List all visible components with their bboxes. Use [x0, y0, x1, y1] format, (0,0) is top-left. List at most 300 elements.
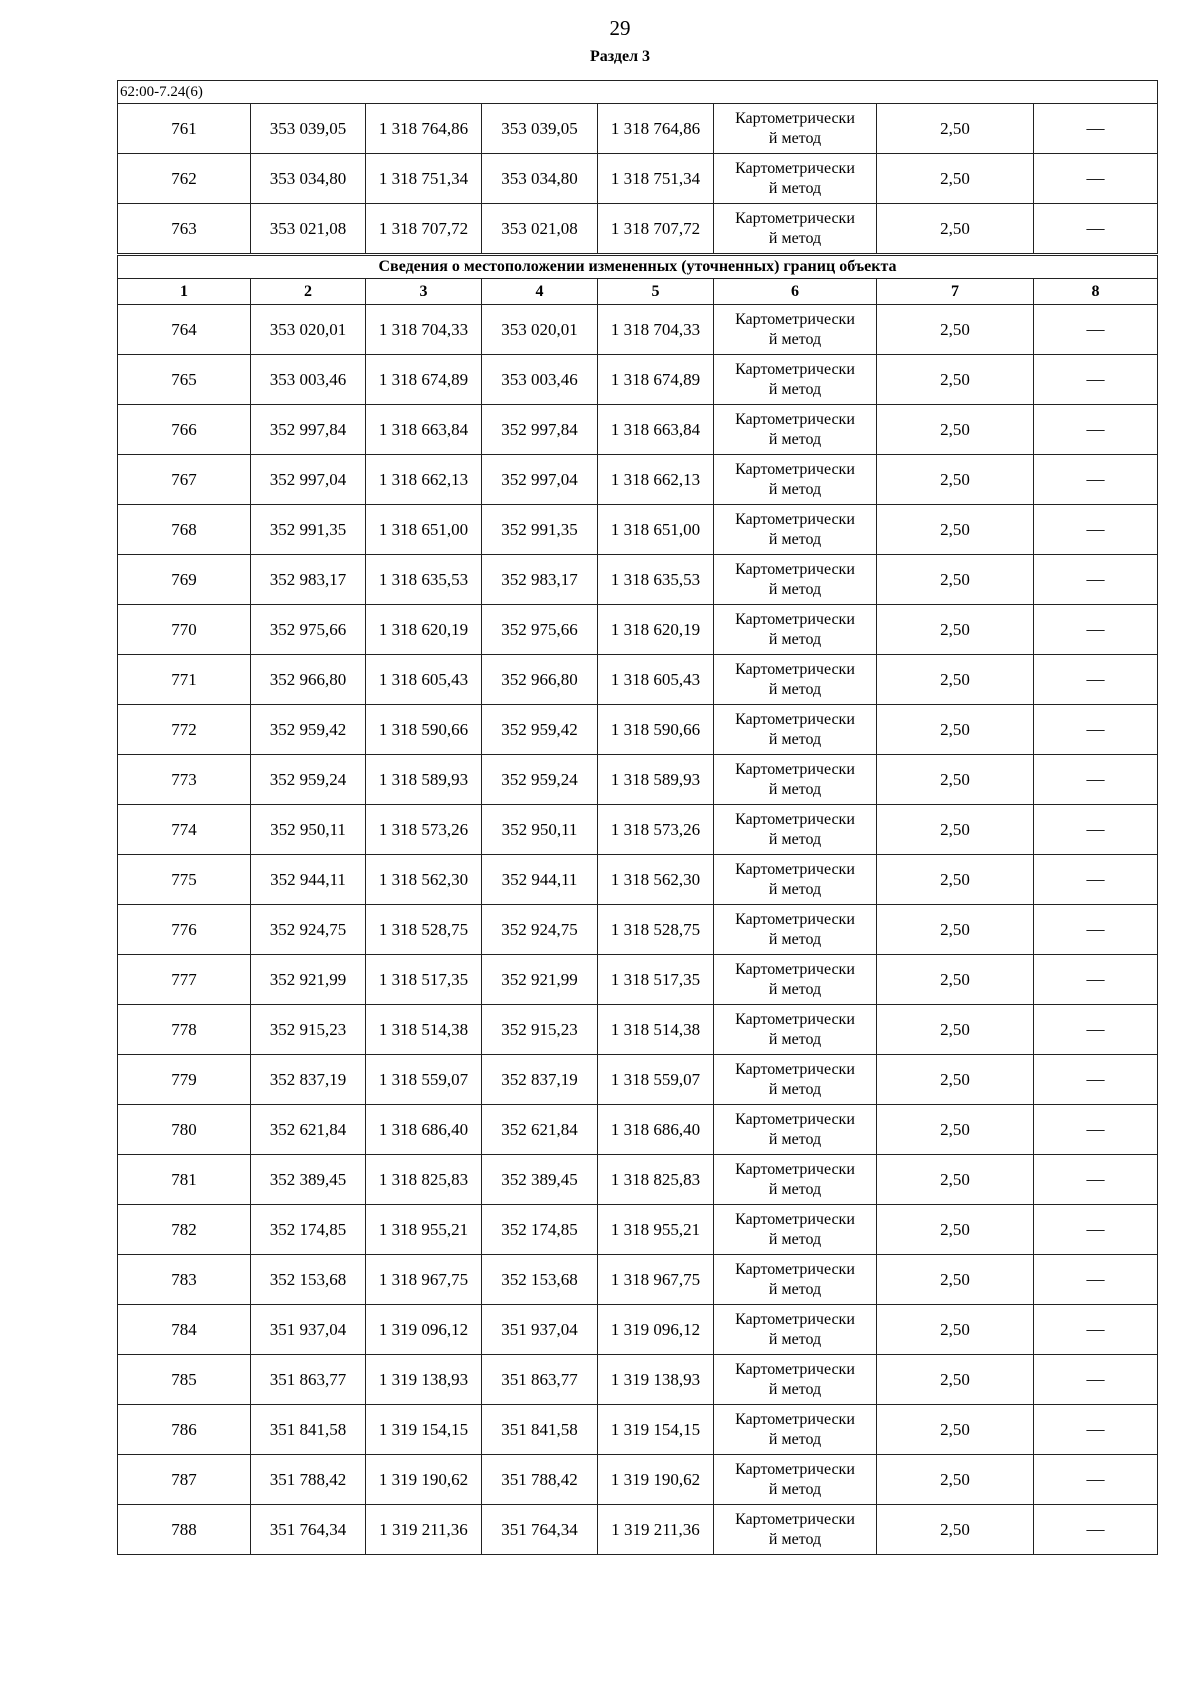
method-cell: [714, 955, 877, 1005]
method-line-2: й метод: [768, 1130, 822, 1148]
note-cell: —: [1034, 1255, 1158, 1305]
y-coordinate-refined-cell: 1 318 605,43: [598, 655, 714, 705]
accuracy-cell: 2,50: [877, 1155, 1034, 1205]
method-cell: [714, 705, 877, 755]
method-line-1: Картометрически: [735, 1460, 855, 1478]
method-line-2: й метод: [768, 730, 822, 748]
y-coordinate-existing-cell: 1 319 211,36: [366, 1505, 482, 1555]
accuracy-cell: 2,50: [877, 1105, 1034, 1155]
point-number-cell: 784: [118, 1305, 251, 1355]
y-coordinate-existing-cell: 1 318 605,43: [366, 655, 482, 705]
method-line-1: Картометрически: [735, 760, 855, 778]
x-coordinate-refined-cell: 352 959,42: [482, 705, 598, 755]
x-coordinate-existing-cell: 353 021,08: [251, 204, 366, 255]
point-number-cell: 783: [118, 1255, 251, 1305]
method-line-1: Картометрически: [735, 1360, 855, 1378]
accuracy-cell: 2,50: [877, 555, 1034, 605]
point-number-cell: 778: [118, 1005, 251, 1055]
accuracy-cell: 2,50: [877, 154, 1034, 204]
x-coordinate-refined-cell: 352 153,68: [482, 1255, 598, 1305]
y-coordinate-existing-cell: 1 318 573,26: [366, 805, 482, 855]
method-cell: [714, 355, 877, 405]
note-cell: —: [1034, 305, 1158, 355]
note-cell: —: [1034, 855, 1158, 905]
method-line-2: й метод: [768, 580, 822, 598]
table-row: [118, 1355, 1158, 1405]
table-row: [118, 1205, 1158, 1255]
point-number-cell: 773: [118, 755, 251, 805]
method-cell: [714, 1205, 877, 1255]
point-number-cell: 764: [118, 305, 251, 355]
table-row: [118, 355, 1158, 405]
table-row: [118, 1455, 1158, 1505]
column-number: 4: [482, 279, 598, 305]
table-row: [118, 1255, 1158, 1305]
method-cell: [714, 655, 877, 705]
x-coordinate-existing-cell: 352 983,17: [251, 555, 366, 605]
x-coordinate-refined-cell: 352 997,84: [482, 405, 598, 455]
page-number: 29: [609, 16, 631, 40]
x-coordinate-existing-cell: 352 924,75: [251, 905, 366, 955]
x-coordinate-refined-cell: 353 039,05: [482, 104, 598, 154]
y-coordinate-existing-cell: 1 318 825,83: [366, 1155, 482, 1205]
y-coordinate-refined-cell: 1 318 662,13: [598, 455, 714, 505]
method-line-2: й метод: [768, 880, 822, 898]
accuracy-cell: 2,50: [877, 955, 1034, 1005]
table-row: [118, 705, 1158, 755]
object-id: 62:00-7.24(6): [118, 81, 1158, 104]
method-cell: [714, 1055, 877, 1105]
x-coordinate-refined-cell: 353 034,80: [482, 154, 598, 204]
point-number-cell: 786: [118, 1405, 251, 1455]
table-row: [118, 605, 1158, 655]
x-coordinate-existing-cell: 352 389,45: [251, 1155, 366, 1205]
y-coordinate-existing-cell: 1 318 528,75: [366, 905, 482, 955]
x-coordinate-existing-cell: 353 034,80: [251, 154, 366, 204]
method-cell: [714, 1455, 877, 1505]
accuracy-cell: 2,50: [877, 1355, 1034, 1405]
accuracy-cell: 2,50: [877, 905, 1034, 955]
table-row: [118, 755, 1158, 805]
y-coordinate-existing-cell: 1 319 096,12: [366, 1305, 482, 1355]
column-number: 6: [714, 279, 877, 305]
y-coordinate-refined-cell: 1 319 138,93: [598, 1355, 714, 1405]
note-cell: —: [1034, 655, 1158, 705]
y-coordinate-refined-cell: 1 318 825,83: [598, 1155, 714, 1205]
accuracy-cell: 2,50: [877, 705, 1034, 755]
point-number-cell: 781: [118, 1155, 251, 1205]
point-number-cell: 770: [118, 605, 251, 655]
method-line-1: Картометрически: [735, 960, 855, 978]
y-coordinate-existing-cell: 1 318 751,34: [366, 154, 482, 204]
method-line-2: й метод: [768, 129, 822, 147]
note-cell: —: [1034, 154, 1158, 204]
y-coordinate-existing-cell: 1 319 190,62: [366, 1455, 482, 1505]
accuracy-cell: 2,50: [877, 1405, 1034, 1455]
method-line-1: Картометрически: [735, 1410, 855, 1428]
method-line-1: Картометрически: [735, 1210, 855, 1228]
point-number-cell: 763: [118, 204, 251, 255]
x-coordinate-refined-cell: 352 837,19: [482, 1055, 598, 1105]
x-coordinate-existing-cell: 353 020,01: [251, 305, 366, 355]
table-row: [118, 555, 1158, 605]
point-number-cell: 788: [118, 1505, 251, 1555]
method-cell: [714, 154, 877, 204]
method-line-1: Картометрически: [735, 1060, 855, 1078]
y-coordinate-refined-cell: 1 318 620,19: [598, 605, 714, 655]
y-coordinate-existing-cell: 1 318 707,72: [366, 204, 482, 255]
x-coordinate-existing-cell: 351 937,04: [251, 1305, 366, 1355]
subsection-title: Сведения о местоположении измененных (уточненных) границ объекта: [118, 255, 1158, 279]
method-cell: [714, 555, 877, 605]
method-cell: [714, 455, 877, 505]
table-row: [118, 1155, 1158, 1205]
table-row: [118, 1505, 1158, 1555]
method-line-2: й метод: [768, 330, 822, 348]
method-line-2: й метод: [768, 1080, 822, 1098]
table-row: [118, 305, 1158, 355]
method-line-2: й метод: [768, 179, 822, 197]
x-coordinate-existing-cell: 352 975,66: [251, 605, 366, 655]
method-line-2: й метод: [768, 480, 822, 498]
accuracy-cell: 2,50: [877, 104, 1034, 154]
x-coordinate-refined-cell: 351 937,04: [482, 1305, 598, 1355]
x-coordinate-existing-cell: 352 837,19: [251, 1055, 366, 1105]
x-coordinate-existing-cell: 352 966,80: [251, 655, 366, 705]
method-line-1: Картометрически: [735, 1510, 855, 1528]
note-cell: —: [1034, 705, 1158, 755]
note-cell: —: [1034, 955, 1158, 1005]
method-cell: [714, 505, 877, 555]
y-coordinate-existing-cell: 1 318 764,86: [366, 104, 482, 154]
method-line-2: й метод: [768, 630, 822, 648]
method-line-1: Картометрически: [735, 209, 855, 227]
x-coordinate-refined-cell: 352 621,84: [482, 1105, 598, 1155]
x-coordinate-refined-cell: 352 966,80: [482, 655, 598, 705]
x-coordinate-refined-cell: 351 841,58: [482, 1405, 598, 1455]
method-cell: [714, 855, 877, 905]
y-coordinate-refined-cell: 1 319 154,15: [598, 1405, 714, 1455]
y-coordinate-refined-cell: 1 318 764,86: [598, 104, 714, 154]
point-number-cell: 761: [118, 104, 251, 154]
method-line-2: й метод: [768, 1380, 822, 1398]
method-cell: [714, 1305, 877, 1355]
note-cell: —: [1034, 805, 1158, 855]
x-coordinate-refined-cell: 351 788,42: [482, 1455, 598, 1505]
x-coordinate-refined-cell: 352 921,99: [482, 955, 598, 1005]
x-coordinate-existing-cell: 352 915,23: [251, 1005, 366, 1055]
x-coordinate-refined-cell: 351 764,34: [482, 1505, 598, 1555]
point-number-cell: 780: [118, 1105, 251, 1155]
note-cell: —: [1034, 104, 1158, 154]
method-cell: [714, 1105, 877, 1155]
accuracy-cell: 2,50: [877, 755, 1034, 805]
point-number-cell: 775: [118, 855, 251, 905]
y-coordinate-existing-cell: 1 318 967,75: [366, 1255, 482, 1305]
y-coordinate-existing-cell: 1 318 674,89: [366, 355, 482, 405]
table-row: [118, 1305, 1158, 1355]
method-line-2: й метод: [768, 1530, 822, 1548]
method-cell: [714, 1155, 877, 1205]
x-coordinate-refined-cell: 352 997,04: [482, 455, 598, 505]
y-coordinate-refined-cell: 1 318 686,40: [598, 1105, 714, 1155]
note-cell: —: [1034, 605, 1158, 655]
method-line-1: Картометрически: [735, 560, 855, 578]
table-row: [118, 905, 1158, 955]
table-row: [118, 805, 1158, 855]
x-coordinate-refined-cell: 352 174,85: [482, 1205, 598, 1255]
y-coordinate-existing-cell: 1 319 138,93: [366, 1355, 482, 1405]
point-number-cell: 776: [118, 905, 251, 955]
column-number: 5: [598, 279, 714, 305]
x-coordinate-refined-cell: 352 944,11: [482, 855, 598, 905]
x-coordinate-existing-cell: 351 764,34: [251, 1505, 366, 1555]
column-number-row: [118, 279, 1158, 305]
method-line-1: Картометрически: [735, 610, 855, 628]
table-row: [118, 1055, 1158, 1105]
note-cell: —: [1034, 455, 1158, 505]
y-coordinate-existing-cell: 1 318 663,84: [366, 405, 482, 455]
note-cell: —: [1034, 1455, 1158, 1505]
accuracy-cell: 2,50: [877, 1505, 1034, 1555]
x-coordinate-existing-cell: 353 003,46: [251, 355, 366, 405]
x-coordinate-existing-cell: 352 174,85: [251, 1205, 366, 1255]
x-coordinate-existing-cell: 352 997,84: [251, 405, 366, 455]
method-line-2: й метод: [768, 1280, 822, 1298]
table-row: [118, 455, 1158, 505]
x-coordinate-existing-cell: 351 841,58: [251, 1405, 366, 1455]
x-coordinate-existing-cell: 352 944,11: [251, 855, 366, 905]
x-coordinate-refined-cell: 352 975,66: [482, 605, 598, 655]
x-coordinate-existing-cell: 352 921,99: [251, 955, 366, 1005]
section-title: Раздел 3: [589, 48, 651, 65]
y-coordinate-existing-cell: 1 318 514,38: [366, 1005, 482, 1055]
y-coordinate-refined-cell: 1 318 562,30: [598, 855, 714, 905]
note-cell: —: [1034, 1305, 1158, 1355]
y-coordinate-refined-cell: 1 319 096,12: [598, 1305, 714, 1355]
y-coordinate-existing-cell: 1 318 620,19: [366, 605, 482, 655]
y-coordinate-existing-cell: 1 318 955,21: [366, 1205, 482, 1255]
accuracy-cell: 2,50: [877, 1305, 1034, 1355]
x-coordinate-refined-cell: 353 021,08: [482, 204, 598, 255]
table-row: [118, 505, 1158, 555]
method-cell: [714, 305, 877, 355]
x-coordinate-refined-cell: 352 983,17: [482, 555, 598, 605]
method-line-1: Картометрически: [735, 460, 855, 478]
coordinates-table: [117, 80, 1158, 1555]
object-id-row: [118, 81, 1158, 104]
y-coordinate-refined-cell: 1 318 573,26: [598, 805, 714, 855]
y-coordinate-existing-cell: 1 318 704,33: [366, 305, 482, 355]
method-line-2: й метод: [768, 980, 822, 998]
method-line-1: Картометрически: [735, 660, 855, 678]
accuracy-cell: 2,50: [877, 605, 1034, 655]
x-coordinate-existing-cell: 351 788,42: [251, 1455, 366, 1505]
note-cell: —: [1034, 1005, 1158, 1055]
point-number-cell: 772: [118, 705, 251, 755]
table-row: [118, 655, 1158, 705]
method-line-2: й метод: [768, 229, 822, 247]
column-number: 2: [251, 279, 366, 305]
point-number-cell: 762: [118, 154, 251, 204]
column-number: 1: [118, 279, 251, 305]
point-number-cell: 769: [118, 555, 251, 605]
y-coordinate-existing-cell: 1 318 590,66: [366, 705, 482, 755]
method-line-2: й метод: [768, 530, 822, 548]
y-coordinate-existing-cell: 1 318 517,35: [366, 955, 482, 1005]
method-cell: [714, 805, 877, 855]
method-line-1: Картометрически: [735, 109, 855, 127]
method-line-2: й метод: [768, 1330, 822, 1348]
point-number-cell: 782: [118, 1205, 251, 1255]
x-coordinate-existing-cell: 352 950,11: [251, 805, 366, 855]
y-coordinate-existing-cell: 1 318 635,53: [366, 555, 482, 605]
method-line-2: й метод: [768, 1480, 822, 1498]
method-cell: [714, 104, 877, 154]
y-coordinate-refined-cell: 1 318 674,89: [598, 355, 714, 405]
method-cell: [714, 905, 877, 955]
method-cell: [714, 1405, 877, 1455]
method-line-1: Картометрически: [735, 1260, 855, 1278]
method-line-2: й метод: [768, 830, 822, 848]
point-number-cell: 767: [118, 455, 251, 505]
point-number-cell: 777: [118, 955, 251, 1005]
note-cell: —: [1034, 1505, 1158, 1555]
note-cell: —: [1034, 1405, 1158, 1455]
accuracy-cell: 2,50: [877, 505, 1034, 555]
method-line-1: Картометрически: [735, 159, 855, 177]
note-cell: —: [1034, 555, 1158, 605]
method-line-1: Картометрически: [735, 1110, 855, 1128]
table-row: [118, 855, 1158, 905]
method-line-2: й метод: [768, 430, 822, 448]
point-number-cell: 765: [118, 355, 251, 405]
point-number-cell: 771: [118, 655, 251, 705]
method-line-1: Картометрически: [735, 1010, 855, 1028]
y-coordinate-refined-cell: 1 318 517,35: [598, 955, 714, 1005]
method-line-1: Картометрически: [735, 1310, 855, 1328]
y-coordinate-refined-cell: 1 318 635,53: [598, 555, 714, 605]
point-number-cell: 766: [118, 405, 251, 455]
y-coordinate-refined-cell: 1 318 751,34: [598, 154, 714, 204]
accuracy-cell: 2,50: [877, 855, 1034, 905]
y-coordinate-existing-cell: 1 318 662,13: [366, 455, 482, 505]
method-cell: [714, 1505, 877, 1555]
x-coordinate-existing-cell: 353 039,05: [251, 104, 366, 154]
y-coordinate-existing-cell: 1 318 686,40: [366, 1105, 482, 1155]
y-coordinate-refined-cell: 1 318 663,84: [598, 405, 714, 455]
x-coordinate-existing-cell: 352 621,84: [251, 1105, 366, 1155]
note-cell: —: [1034, 204, 1158, 255]
x-coordinate-existing-cell: 352 959,24: [251, 755, 366, 805]
table-row: [118, 955, 1158, 1005]
method-line-2: й метод: [768, 930, 822, 948]
y-coordinate-refined-cell: 1 319 211,36: [598, 1505, 714, 1555]
point-number-cell: 779: [118, 1055, 251, 1105]
x-coordinate-refined-cell: 353 003,46: [482, 355, 598, 405]
accuracy-cell: 2,50: [877, 405, 1034, 455]
note-cell: —: [1034, 505, 1158, 555]
method-line-1: Картометрически: [735, 410, 855, 428]
method-cell: [714, 605, 877, 655]
column-number: 7: [877, 279, 1034, 305]
method-line-1: Картометрически: [735, 810, 855, 828]
method-line-2: й метод: [768, 1030, 822, 1048]
point-number-cell: 785: [118, 1355, 251, 1405]
x-coordinate-refined-cell: 352 959,24: [482, 755, 598, 805]
method-line-1: Картометрически: [735, 310, 855, 328]
y-coordinate-refined-cell: 1 318 514,38: [598, 1005, 714, 1055]
table-row: [118, 1005, 1158, 1055]
method-line-1: Картометрически: [735, 510, 855, 528]
method-line-2: й метод: [768, 1230, 822, 1248]
method-line-2: й метод: [768, 780, 822, 798]
method-line-1: Картометрически: [735, 910, 855, 928]
y-coordinate-refined-cell: 1 318 559,07: [598, 1055, 714, 1105]
y-coordinate-existing-cell: 1 318 562,30: [366, 855, 482, 905]
x-coordinate-refined-cell: 352 950,11: [482, 805, 598, 855]
x-coordinate-existing-cell: 351 863,77: [251, 1355, 366, 1405]
note-cell: —: [1034, 1155, 1158, 1205]
y-coordinate-existing-cell: 1 318 589,93: [366, 755, 482, 805]
table-row: [118, 104, 1158, 154]
x-coordinate-refined-cell: 352 389,45: [482, 1155, 598, 1205]
note-cell: —: [1034, 1055, 1158, 1105]
x-coordinate-refined-cell: 351 863,77: [482, 1355, 598, 1405]
method-line-1: Картометрически: [735, 1160, 855, 1178]
method-cell: [714, 1255, 877, 1305]
accuracy-cell: 2,50: [877, 1205, 1034, 1255]
table-row: [118, 204, 1158, 255]
subsection-row: [118, 255, 1158, 279]
accuracy-cell: 2,50: [877, 305, 1034, 355]
accuracy-cell: 2,50: [877, 1255, 1034, 1305]
point-number-cell: 768: [118, 505, 251, 555]
note-cell: —: [1034, 405, 1158, 455]
method-line-2: й метод: [768, 380, 822, 398]
method-cell: [714, 204, 877, 255]
method-cell: [714, 1005, 877, 1055]
method-line-1: Картометрически: [735, 710, 855, 728]
x-coordinate-existing-cell: 352 959,42: [251, 705, 366, 755]
y-coordinate-existing-cell: 1 318 559,07: [366, 1055, 482, 1105]
y-coordinate-refined-cell: 1 318 955,21: [598, 1205, 714, 1255]
method-line-2: й метод: [768, 1430, 822, 1448]
accuracy-cell: 2,50: [877, 1455, 1034, 1505]
x-coordinate-existing-cell: 352 153,68: [251, 1255, 366, 1305]
y-coordinate-refined-cell: 1 318 651,00: [598, 505, 714, 555]
accuracy-cell: 2,50: [877, 1005, 1034, 1055]
note-cell: —: [1034, 1105, 1158, 1155]
y-coordinate-refined-cell: 1 318 707,72: [598, 204, 714, 255]
y-coordinate-refined-cell: 1 318 590,66: [598, 705, 714, 755]
point-number-cell: 787: [118, 1455, 251, 1505]
y-coordinate-refined-cell: 1 318 967,75: [598, 1255, 714, 1305]
y-coordinate-refined-cell: 1 318 589,93: [598, 755, 714, 805]
note-cell: —: [1034, 355, 1158, 405]
accuracy-cell: 2,50: [877, 455, 1034, 505]
point-number-cell: 774: [118, 805, 251, 855]
note-cell: —: [1034, 755, 1158, 805]
y-coordinate-refined-cell: 1 318 704,33: [598, 305, 714, 355]
note-cell: —: [1034, 905, 1158, 955]
x-coordinate-refined-cell: 353 020,01: [482, 305, 598, 355]
method-cell: [714, 405, 877, 455]
y-coordinate-refined-cell: 1 318 528,75: [598, 905, 714, 955]
method-cell: [714, 755, 877, 805]
table-row: [118, 1105, 1158, 1155]
accuracy-cell: 2,50: [877, 655, 1034, 705]
